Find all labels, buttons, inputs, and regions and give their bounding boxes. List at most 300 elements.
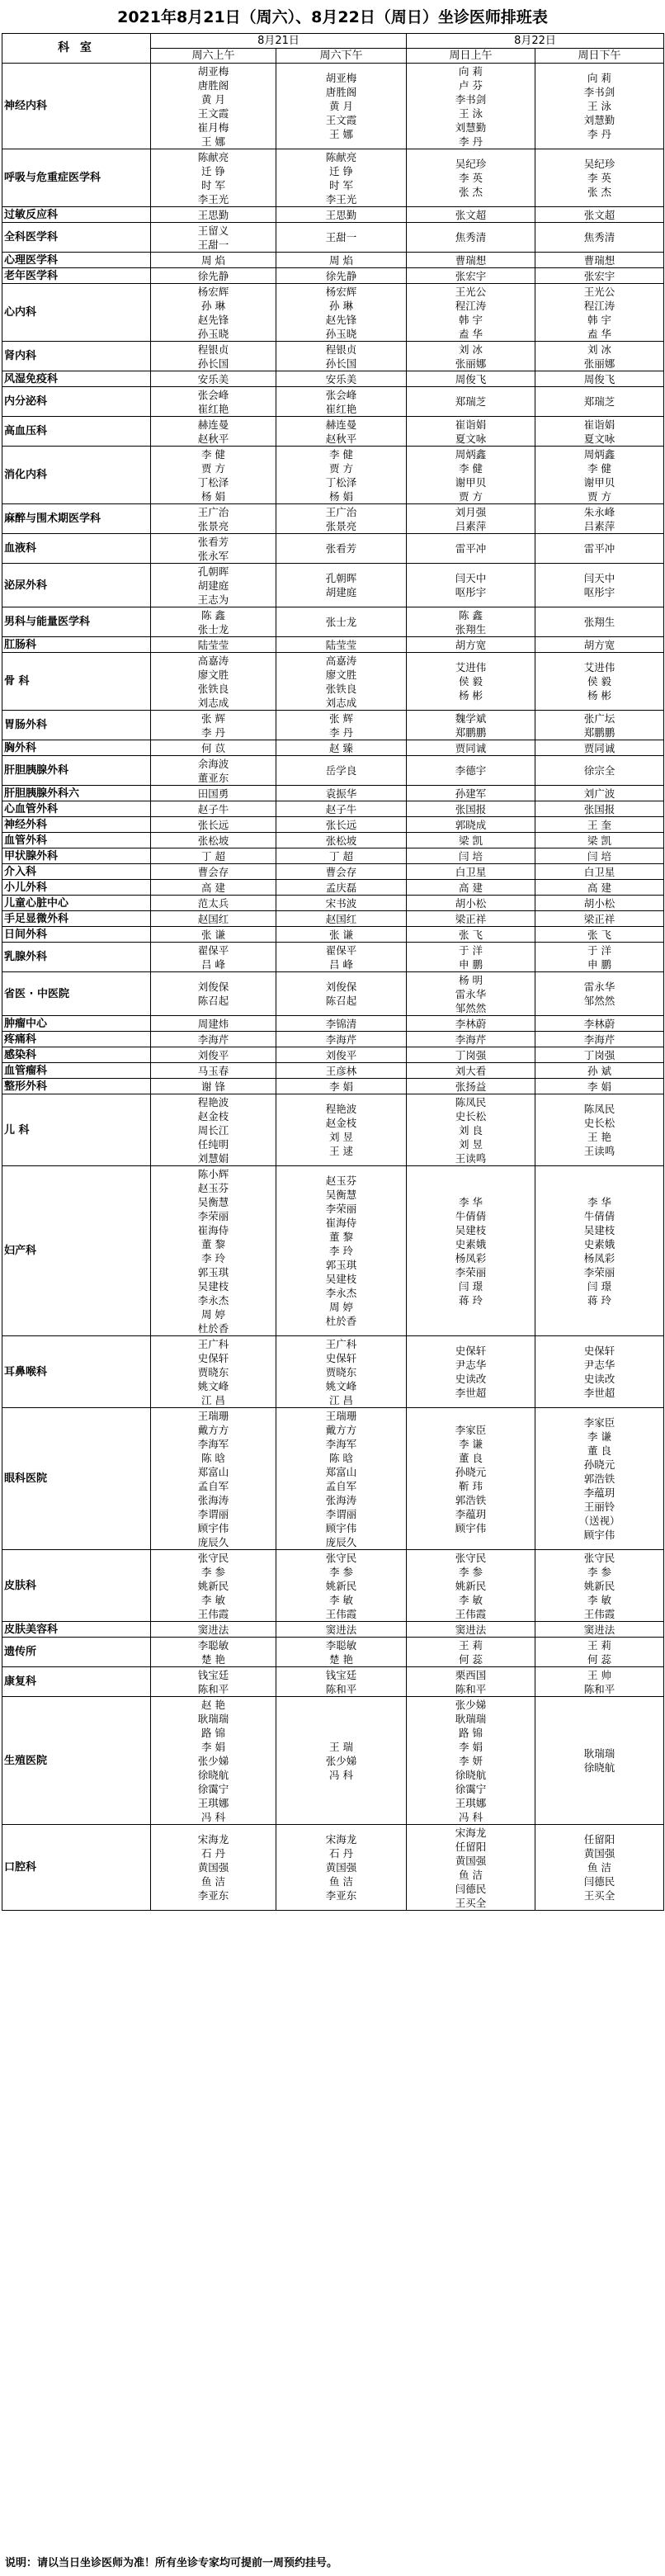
table-row xyxy=(2,1032,664,1047)
doctor-name: 高嘉涛 xyxy=(197,654,229,667)
doctor-name: 李 参 xyxy=(329,1565,353,1578)
doctor-name: 迁 铮 xyxy=(201,164,225,177)
dept-name: 儿 科 xyxy=(2,1094,151,1166)
doctor-name: 江 昌 xyxy=(329,1393,353,1406)
doctor-name: 王 瑞 xyxy=(329,1740,353,1753)
doctor-name: 陆莹莹 xyxy=(325,638,357,651)
doctor-name: 张 辉 xyxy=(201,711,225,725)
doctor-name: 杨 明 xyxy=(459,973,483,986)
table-row xyxy=(2,637,664,653)
doctor-name: 胡建庭 xyxy=(197,579,229,592)
doctor-cell xyxy=(535,1667,664,1697)
dept-name: 生殖医院 xyxy=(2,1697,151,1825)
doctor-name: 张长远 xyxy=(325,818,357,831)
doctor-name: 张铁良 xyxy=(325,682,357,695)
doctor-cell xyxy=(407,711,535,740)
doctor-name: 姚文峰 xyxy=(197,1379,229,1392)
doctor-cell xyxy=(407,911,535,927)
doctor-name: 张文超 xyxy=(583,208,615,221)
doctor-name: 刘慧娟 xyxy=(197,1151,229,1165)
doctor-cell xyxy=(407,564,535,607)
doctor-name: 窦进法 xyxy=(455,1623,487,1636)
doctor-name: 赵先锋 xyxy=(197,313,229,326)
doctor-name: 张会峰 xyxy=(197,388,229,401)
doctor-name: 李海军 xyxy=(325,1437,357,1450)
doctor-name: 吴建枝 xyxy=(197,1279,229,1293)
doctor-name: 刘 良 xyxy=(459,1123,483,1137)
doctor-name: 王文霞 xyxy=(197,106,229,120)
doctor-name: 王 莉 xyxy=(587,1638,612,1652)
doctor-name: 张看芳 xyxy=(197,535,229,548)
doctor-name: 任留阳 xyxy=(455,1840,487,1853)
doctor-cell xyxy=(276,1079,407,1094)
doctor-name: 李谓丽 xyxy=(197,1507,229,1520)
doctor-cell xyxy=(276,342,407,371)
doctor-name: 张 飞 xyxy=(459,928,483,941)
doctor-cell xyxy=(407,1336,535,1408)
doctor-name: 杨 彬 xyxy=(587,689,612,702)
dept-name: 皮肤美容科 xyxy=(2,1622,151,1638)
doctor-cell xyxy=(535,149,664,207)
doctor-name: 赵金枝 xyxy=(197,1109,229,1123)
doctor-cell xyxy=(535,1063,664,1079)
doctor-cell xyxy=(535,864,664,880)
doctor-name: 钱宝廷 xyxy=(325,1668,357,1681)
doctor-cell xyxy=(276,1408,407,1550)
doctor-name: 张 辉 xyxy=(329,711,353,725)
doctor-cell xyxy=(407,504,535,534)
doctor-name: 郭玉琪 xyxy=(325,1259,357,1271)
doctor-name: 胡亚梅 xyxy=(325,72,357,84)
doctor-name: 李世超 xyxy=(583,1387,615,1399)
doctor-name: 史长松 xyxy=(583,1117,615,1129)
doctor-name: 王志为 xyxy=(197,593,229,606)
doctor-name: 岳学良 xyxy=(325,764,357,777)
doctor-cell xyxy=(276,972,407,1016)
doctor-name: 董 良 xyxy=(587,1444,612,1457)
doctor-name: 丁 超 xyxy=(329,849,353,863)
doctor-cell xyxy=(151,1047,276,1063)
dept-name: 神经外科 xyxy=(2,817,151,833)
doctor-name: 刘大看 xyxy=(455,1064,487,1077)
doctor-cell xyxy=(407,1550,535,1622)
doctor-cell xyxy=(151,756,276,786)
doctor-name: 庞辰久 xyxy=(197,1535,229,1548)
dept-name: 手足显微外科 xyxy=(2,911,151,927)
doctor-cell xyxy=(151,848,276,864)
table-row xyxy=(2,387,664,417)
doctor-name: 鱼 洁 xyxy=(201,1875,225,1888)
doctor-name: 向 莉 xyxy=(587,72,612,84)
doctor-name: 谢甲贝 xyxy=(583,475,615,489)
doctor-cell xyxy=(407,1825,535,1911)
doctor-name: 张守民 xyxy=(197,1551,229,1564)
dept-name: 血管外科 xyxy=(2,833,151,848)
doctor-cell xyxy=(151,1032,276,1047)
dept-name: 妇产科 xyxy=(2,1166,151,1336)
doctor-name: 冯 科 xyxy=(459,1810,483,1823)
doctor-name: 史保轩 xyxy=(325,1351,357,1364)
doctor-cell xyxy=(535,1622,664,1638)
doctor-cell xyxy=(535,1079,664,1094)
col-header-sat-am: 周六上午 xyxy=(151,49,276,64)
doctor-cell xyxy=(151,896,276,911)
doctor-cell xyxy=(151,1667,276,1697)
doctor-cell xyxy=(151,607,276,637)
doctor-name: 刘慧勤 xyxy=(455,121,487,134)
doctor-cell xyxy=(407,268,535,284)
doctor-name: 王 奎 xyxy=(587,818,612,831)
doctor-cell xyxy=(407,149,535,207)
dept-name: 康复科 xyxy=(2,1667,151,1697)
doctor-name: 周俊飞 xyxy=(455,372,487,385)
doctor-name: 徐宗全 xyxy=(583,764,615,777)
doctor-name: 赵玉芬 xyxy=(325,1175,357,1187)
doctor-name: 周俊飞 xyxy=(583,372,615,385)
doctor-name: 张守民 xyxy=(325,1551,357,1564)
doctor-name: 曹会存 xyxy=(325,865,357,878)
doctor-name: 史读改 xyxy=(455,1373,487,1385)
doctor-name: 陈召起 xyxy=(197,995,229,1007)
doctor-cell xyxy=(407,607,535,637)
doctor-cell xyxy=(535,1016,664,1032)
doctor-cell xyxy=(276,911,407,927)
doctor-cell xyxy=(535,1047,664,1063)
doctor-name: 王读鸣 xyxy=(583,1145,615,1157)
doctor-name: 陈凤民 xyxy=(455,1095,487,1108)
doctor-cell xyxy=(276,880,407,896)
doctor-cell xyxy=(151,564,276,607)
doctor-cell xyxy=(151,342,276,371)
doctor-cell xyxy=(407,253,535,268)
doctor-cell xyxy=(276,387,407,417)
doctor-name: 陈 晗 xyxy=(201,1451,225,1464)
table-row xyxy=(2,1079,664,1094)
table-row xyxy=(2,711,664,740)
table-row xyxy=(2,801,664,817)
doctor-cell xyxy=(276,1166,407,1336)
doctor-name: 张宏宇 xyxy=(455,269,487,282)
doctor-cell xyxy=(276,447,407,504)
doctor-name: 高 建 xyxy=(459,881,483,894)
doctor-name: 王留义 xyxy=(197,224,229,237)
doctor-cell xyxy=(407,284,535,342)
doctor-cell xyxy=(407,637,535,653)
doctor-name: 王彦林 xyxy=(325,1064,357,1077)
doctor-name: 李荣丽 xyxy=(325,1203,357,1215)
doctor-name: 于 洋 xyxy=(587,943,612,957)
doctor-name: 高 建 xyxy=(587,881,612,894)
table-row xyxy=(2,64,664,149)
doctor-name: 李 玲 xyxy=(201,1251,225,1264)
doctor-name: 杨凤彩 xyxy=(583,1251,615,1264)
doctor-cell xyxy=(151,740,276,756)
table-row xyxy=(2,1063,664,1079)
doctor-cell xyxy=(151,207,276,223)
doctor-name: 张士龙 xyxy=(197,622,229,636)
doctor-name: 周 焰 xyxy=(329,253,353,267)
doctor-name: 张松坡 xyxy=(197,834,229,847)
doctor-name: 郭晓成 xyxy=(455,818,487,831)
doctor-name: 王思勤 xyxy=(197,208,229,221)
doctor-cell xyxy=(535,943,664,972)
doctor-name: 姚新民 xyxy=(583,1579,615,1592)
doctor-name: 杨 彬 xyxy=(459,689,483,702)
table-row xyxy=(2,740,664,756)
doctor-cell xyxy=(276,833,407,848)
doctor-name: 闫 璟 xyxy=(459,1279,483,1293)
doctor-cell xyxy=(407,817,535,833)
doctor-cell xyxy=(151,817,276,833)
doctor-name: 梁 凯 xyxy=(459,834,483,847)
doctor-name: 王文霞 xyxy=(325,114,357,126)
doctor-cell xyxy=(276,223,407,253)
doctor-name: 王 艳 xyxy=(587,1131,612,1143)
doctor-name: 孙 琳 xyxy=(201,299,225,312)
doctor-name: 贾 方 xyxy=(587,489,612,503)
doctor-cell xyxy=(151,1063,276,1079)
doctor-name: 范太兵 xyxy=(197,896,229,910)
doctor-cell xyxy=(535,371,664,387)
doctor-name: 王买全 xyxy=(455,1896,487,1909)
doctor-cell xyxy=(535,417,664,447)
doctor-name: 胡方宽 xyxy=(583,638,615,651)
doctor-name: 陈和平 xyxy=(197,1682,229,1695)
dept-name: 肝胆胰腺外科六 xyxy=(2,786,151,801)
doctor-name: 窦进法 xyxy=(583,1623,615,1636)
doctor-cell xyxy=(151,149,276,207)
doctor-name: 张铁良 xyxy=(197,682,229,695)
doctor-name: 李 谦 xyxy=(587,1430,612,1443)
doctor-name: 李 娟 xyxy=(329,1080,353,1093)
doctor-name: 于 洋 xyxy=(459,943,483,957)
doctor-name: 赵子牛 xyxy=(197,802,229,815)
doctor-name: 陈和平 xyxy=(325,1682,357,1695)
doctor-name: 陈小辉 xyxy=(197,1167,229,1180)
doctor-name: 刘 冰 xyxy=(587,343,612,356)
doctor-name: 盍 华 xyxy=(459,327,483,340)
doctor-cell xyxy=(276,1016,407,1032)
doctor-name: 石 丹 xyxy=(201,1847,225,1860)
doctor-cell xyxy=(151,1094,276,1166)
doctor-name: 郑鹏鹏 xyxy=(455,726,487,739)
doctor-name: 杨宏辉 xyxy=(197,285,229,298)
doctor-name: 李海芹 xyxy=(455,1033,487,1046)
doctor-name: 杨宏辉 xyxy=(325,285,357,298)
doctor-name: 白卫星 xyxy=(583,865,615,878)
doctor-name: 李王光 xyxy=(325,192,357,206)
doctor-name: 张景亮 xyxy=(325,519,357,532)
doctor-name: 张 杰 xyxy=(459,186,483,198)
doctor-name: 黄国强 xyxy=(325,1861,357,1874)
doctor-cell xyxy=(535,911,664,927)
dept-name: 小儿外科 xyxy=(2,880,151,896)
doctor-name: 李海军 xyxy=(197,1437,229,1450)
table-row xyxy=(2,848,664,864)
doctor-name: 崔诣娟 xyxy=(583,418,615,431)
doctor-name: 丁 超 xyxy=(201,849,225,863)
dept-name: 过敏反应科 xyxy=(2,207,151,223)
doctor-cell xyxy=(535,223,664,253)
doctor-name: 李书剑 xyxy=(455,92,487,106)
doctor-name: 姚新民 xyxy=(455,1579,487,1592)
doctor-name: 刘俊平 xyxy=(325,1048,357,1061)
doctor-cell xyxy=(535,1094,664,1166)
table-row xyxy=(2,1825,664,1911)
doctor-cell xyxy=(407,653,535,711)
doctor-name: 谢甲贝 xyxy=(455,475,487,489)
doctor-name: 刘慧勤 xyxy=(583,114,615,126)
doctor-name: 李书剑 xyxy=(583,86,615,98)
doctor-name: 吕素萍 xyxy=(455,519,487,532)
doctor-name: 鱼 洁 xyxy=(587,1861,612,1874)
doctor-name: 李锦清 xyxy=(325,1017,357,1030)
doctor-name: 张国报 xyxy=(455,802,487,815)
table-row xyxy=(2,943,664,972)
doctor-name: 李家臣 xyxy=(583,1416,615,1429)
doctor-name: 赵金枝 xyxy=(325,1117,357,1129)
doctor-name: 赵秋平 xyxy=(197,432,229,445)
doctor-name: 黄国强 xyxy=(455,1854,487,1867)
table-row xyxy=(2,1047,664,1063)
dept-name: 高血压科 xyxy=(2,417,151,447)
doctor-name: 张长远 xyxy=(197,818,229,831)
doctor-name: 张海涛 xyxy=(197,1493,229,1506)
table-row xyxy=(2,149,664,207)
doctor-name: 耿瑞瑞 xyxy=(197,1712,229,1725)
doctor-name: 郑富山 xyxy=(197,1465,229,1478)
doctor-name: 王广科 xyxy=(325,1337,357,1350)
doctor-cell xyxy=(407,534,535,564)
doctor-name: 黄国强 xyxy=(197,1861,229,1874)
doctor-cell xyxy=(276,371,407,387)
doctor-name: 梁正祥 xyxy=(455,912,487,925)
doctor-cell xyxy=(407,342,535,371)
doctor-cell xyxy=(276,653,407,711)
page-title: 2021年8月21日（周六）、8月22日（周日）坐诊医师排班表 xyxy=(117,8,548,26)
doctor-name: 吕 峰 xyxy=(201,957,225,971)
doctor-name: 魏学斌 xyxy=(455,711,487,725)
doctor-name: 孙 琳 xyxy=(329,299,353,312)
doctor-cell xyxy=(535,64,664,149)
doctor-cell xyxy=(407,801,535,817)
doctor-name: 郭浩铁 xyxy=(455,1493,487,1506)
dept-name: 胸外科 xyxy=(2,740,151,756)
doctor-cell xyxy=(276,1032,407,1047)
doctor-name: 迁 铮 xyxy=(329,164,353,177)
doctor-name: 李 参 xyxy=(201,1565,225,1578)
doctor-cell xyxy=(535,896,664,911)
doctor-name: 王广治 xyxy=(325,505,357,518)
doctor-cell xyxy=(407,1408,535,1550)
doctor-cell xyxy=(151,64,276,149)
doctor-cell xyxy=(535,284,664,342)
doctor-name: 张少娣 xyxy=(197,1754,229,1767)
table-row xyxy=(2,284,664,342)
doctor-name: 何 蕊 xyxy=(587,1652,612,1666)
doctor-cell xyxy=(151,637,276,653)
doctor-name: 刘俊保 xyxy=(197,981,229,993)
doctor-name: 高 建 xyxy=(201,881,225,894)
doctor-name: 闫天中 xyxy=(455,572,487,584)
doctor-cell xyxy=(276,943,407,972)
doctor-cell xyxy=(276,740,407,756)
doctor-name: 周建炜 xyxy=(197,1017,229,1030)
doctor-name: 何 蕊 xyxy=(459,1652,483,1666)
doctor-name: 李 娟 xyxy=(459,1740,483,1753)
doctor-cell xyxy=(535,1408,664,1550)
doctor-cell xyxy=(535,848,664,864)
doctor-name: 丁松泽 xyxy=(197,475,229,489)
doctor-name: 申 鹏 xyxy=(587,957,612,971)
doctor-cell xyxy=(407,848,535,864)
doctor-name: 孔朝晖 xyxy=(197,565,229,578)
doctor-name: 翟保平 xyxy=(325,943,357,957)
dept-name: 乳腺外科 xyxy=(2,943,151,972)
doctor-name: 江 昌 xyxy=(201,1393,225,1406)
dept-name: 耳鼻喉科 xyxy=(2,1336,151,1408)
doctor-name: 张守民 xyxy=(583,1551,615,1564)
table-row xyxy=(2,1166,664,1336)
doctor-name: 夏文咏 xyxy=(455,432,487,445)
col-header-sun-pm: 周日下午 xyxy=(535,49,664,64)
doctor-name: 李 娟 xyxy=(587,1080,612,1093)
doctor-name: 李 丹 xyxy=(329,726,353,739)
doctor-name: 李 英 xyxy=(459,172,483,184)
doctor-name: 栗西国 xyxy=(455,1668,487,1681)
doctor-name: 朱永峰 xyxy=(583,505,615,518)
doctor-name: 王广科 xyxy=(197,1337,229,1350)
doctor-name: 李 玲 xyxy=(329,1245,353,1257)
doctor-name: 郑瑞芝 xyxy=(583,395,615,408)
doctor-name: 胡方宽 xyxy=(455,638,487,651)
doctor-name: 程江涛 xyxy=(583,299,615,312)
col-header-sun-am: 周日上午 xyxy=(407,49,535,64)
doctor-name: 李荣丽 xyxy=(583,1265,615,1279)
doctor-name: 翟保平 xyxy=(197,943,229,957)
doctor-name: 卢 芬 xyxy=(459,78,483,92)
table-row xyxy=(2,817,664,833)
table-row xyxy=(2,653,664,711)
doctor-cell xyxy=(151,711,276,740)
doctor-name: 李 健 xyxy=(587,461,612,475)
doctor-name: 赵玉芬 xyxy=(197,1181,229,1194)
doctor-name: 陈 晗 xyxy=(329,1451,353,1464)
doctor-name: 李 参 xyxy=(587,1565,612,1578)
doctor-name: 尹志华 xyxy=(455,1359,487,1371)
dept-name: 肿瘤中心 xyxy=(2,1016,151,1032)
doctor-name: 王 莉 xyxy=(459,1638,483,1652)
dept-header: 科 室 xyxy=(2,34,151,64)
doctor-name: 侯 毅 xyxy=(459,675,483,688)
doctor-cell xyxy=(276,927,407,943)
doctor-name: 李 丹 xyxy=(459,135,483,148)
doctor-name: 张扬益 xyxy=(455,1080,487,1093)
doctor-name: 陈 鑫 xyxy=(201,608,225,622)
table-row xyxy=(2,371,664,387)
date-header-1: 8月21日 xyxy=(151,34,407,49)
doctor-cell xyxy=(151,371,276,387)
doctor-name: 郑富山 xyxy=(325,1465,357,1478)
doctor-name: 崔诣娟 xyxy=(455,418,487,431)
doctor-cell xyxy=(151,972,276,1016)
doctor-name: 雷永华 xyxy=(455,987,487,1000)
doctor-name: 董 黎 xyxy=(329,1231,353,1243)
doctor-name: 张 谦 xyxy=(201,928,225,941)
table-row xyxy=(2,927,664,943)
doctor-name: 郭玉琪 xyxy=(197,1265,229,1279)
doctor-name: 郑瑞芝 xyxy=(455,395,487,408)
